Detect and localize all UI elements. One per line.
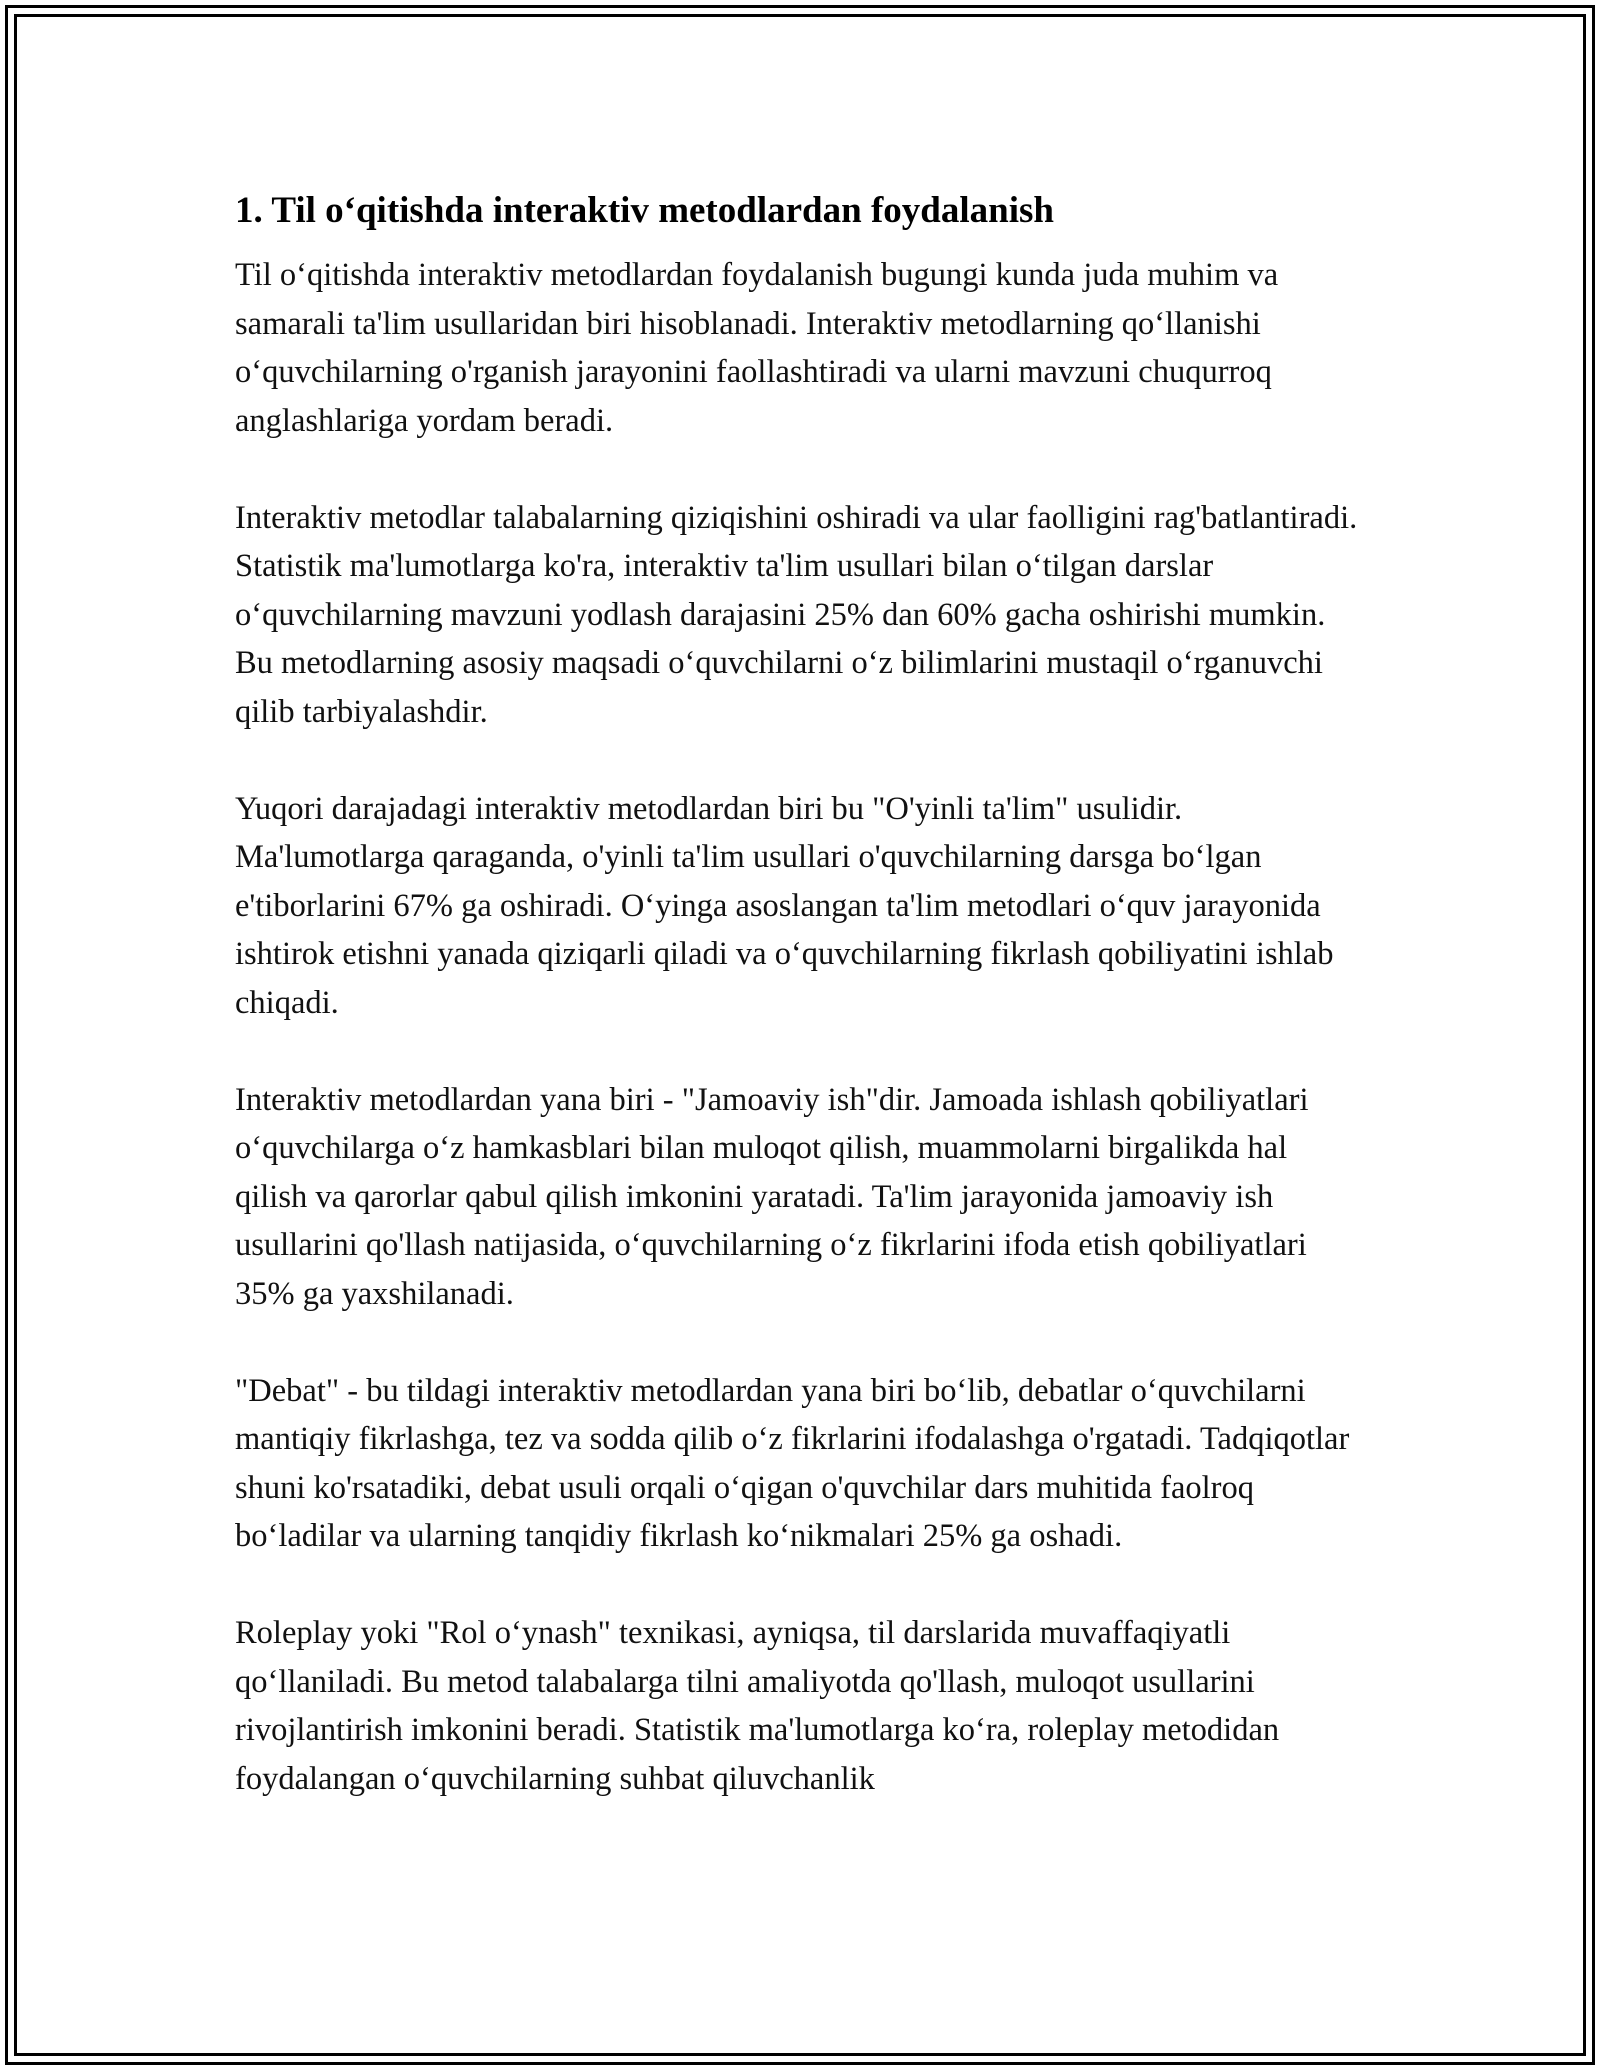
paragraph-roleplay: Roleplay yoki "Rol o‘ynash" texnikasi, ayniqsa, til darslarida muvaffaqiyatli qo‘llaniladi. Bu metod talabalarga tilni amaliyotda qo'llash, muloqot usullarini rivojlantirish imkonini beradi. Statistik ma'lumotlarga ko‘ra, roleplay metodidan foydalangan o‘quvchilarning suhbat qiluvchanlik bbox=[235, 1615, 1280, 1797]
paragraph-teamwork: Interaktiv metodlardan yana biri - "Jamoaviy ish"dir. Jamoada ishlash qobiliyatlari o‘quvchilarga o‘z hamkasblari bilan muloqot qilish, muammolarni birgalikda hal qilish va qarorlar qabul qilish imkonini yaratadi. Ta'lim jarayonida jamoaviy ish usullarini qo'llash natijasida, o‘quvchilarning o‘z fikrlarini ifoda etish qobiliyatlari 35% ga yaxshilanadi. bbox=[235, 1081, 1309, 1312]
paragraph-intro: Til o‘qitishda interaktiv metodlardan foydalanish bugungi kunda juda muhim va samarali ta'lim usullaridan biri hisoblanadi. Interaktiv metodlarning qo‘llanishi o‘quvchilarning o'rganish jarayonini faollashtiradi va ularni mavzuni chuqurroq anglashlariga yordam beradi. bbox=[235, 257, 1279, 439]
document-body bbox=[235, 185, 1365, 1852]
paragraph-debate: "Debat" - bu tildagi interaktiv metodlardan yana biri bo‘lib, debatlar o‘quvchilarni mantiqiy fikrlashga, tez va sodda qilib o‘z fikrlarini ifodalashga o'rgatadi. Tadqiqotlar shuni ko'rsatadiki, debat usuli orqali o‘qigan o'quvchilar dars muhitida faolroq bo‘ladilar va ularning tanqidiy fikrlash ko‘nikmalari 25% ga oshadi. bbox=[235, 1372, 1350, 1554]
paragraph-game-based-learning: Yuqori darajadagi interaktiv metodlardan biri bu "O'yinli ta'lim" usulidir. Ma'lumotlarga qaraganda, o'yinli ta'lim usullari o'quvchilarning darsga bo‘lgan e'tiborlarini 67% ga oshiradi. O‘yinga asoslangan ta'lim metodlari o‘quv jarayonida ishtirok etishni yanada qiziqarli qiladi va o‘quvchilarning fikrlash qobiliyatini ishlab chiqadi. bbox=[235, 790, 1334, 1021]
section-heading: 1. Til o‘qitishda interaktiv metodlardan foydalanish bbox=[235, 190, 1054, 231]
paragraph-interest-statistics: Interaktiv metodlar talabalarning qiziqishini oshiradi va ular faolligini rag'batlantiradi. Statistik ma'lumotlarga ko'ra, interaktiv ta'lim usullari bilan o‘tilgan darslar o‘quvchilarning mavzuni yodlash darajasini 25% dan 60% gacha oshirishi mumkin. Bu metodlarning asosiy maqsadi o‘quvchilarni o‘z bilimlarini mustaqil o‘rganuvchi qilib tarbiyalashdir. bbox=[235, 499, 1358, 730]
